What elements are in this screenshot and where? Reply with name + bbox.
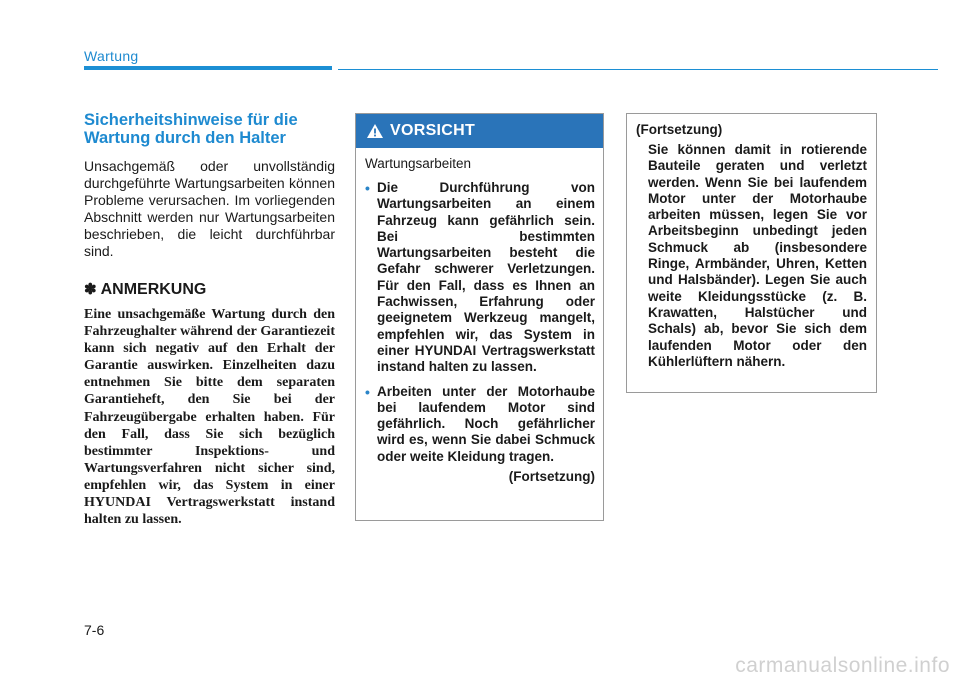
warning-triangle-icon <box>366 123 384 139</box>
page-number: 7-6 <box>84 622 105 638</box>
caution-box <box>355 113 604 521</box>
caution-continued-note: (Fortsetzung) <box>508 469 595 485</box>
note-heading <box>84 280 335 300</box>
caution-title: Wartungsarbeiten <box>365 156 472 171</box>
caution-bullet <box>365 180 595 376</box>
section-label: Wartung <box>84 48 139 64</box>
note-body: Eine unsachgemäße Wartung durch den Fahrzeughalter während der Garantiezeit kann sich negativ auf den Erhalt der Garantie auswirken. Einzelheiten dazu entnehmen Sie bitte dem separaten Garantieheft, den Sie bei der Fahrzeugübergabe erhalten haben. Für den Fall, dass Sie sich bezüglich bestimmter Inspektions- und Wartungsverfahren nicht sicher sind, empfehlen wir, das System in einer HYUNDAI Vertragswerkstatt instand halten zu lassen. <box>84 307 335 528</box>
caution-header <box>356 114 603 148</box>
caution-label: VORSICHT <box>390 122 476 139</box>
caution-bullet-text: Arbeiten unter der Motorhaube bei laufendem Motor sind gefährlich. Noch gefährlicher wird es, wenn Sie dabei Schmuck oder weite Kleidung tragen. <box>377 383 595 464</box>
left-column <box>84 111 335 528</box>
caution-bullet-text: Die Durchführung von Wartungsarbeiten an einem Fahrzeug kann gefährlich sein. Bei bestimmten Wartungsarbeiten besteht die Gefahr schwerer Verletzungen. Für den Fall, dass es Ihnen an Fachwissen, Erfahrung oder geeignetem Werkzeug mangelt, empfehlen wir, das System in einer HYUNDAI Vertragswerkstatt instand halten zu lassen. <box>377 180 595 375</box>
section-heading: Sicherheitshinweise für die Wartung durch den Halter <box>84 111 298 147</box>
continuation-label: (Fortsetzung) <box>636 122 723 137</box>
header-rule-thick <box>84 66 332 70</box>
caution-content <box>356 148 603 485</box>
intro-paragraph: Unsachgemäß oder unvollständig durchgeführte Wartungsarbeiten können Probleme verursachen. Im vorliegenden Abschnitt werden nur Wartungsarbeiten beschrieben, die leicht durchführbar sind. <box>84 158 335 259</box>
bullet-dot-icon: • <box>365 180 370 196</box>
note-heading-label: ANMERKUNG <box>100 281 207 298</box>
header-rule-thin <box>338 69 938 70</box>
bullet-dot-icon: • <box>365 383 370 400</box>
continuation-text: Sie können damit in rotierende Bauteile geraten und verletzt werden. Wenn Sie bei laufendem Motor unter der Motorhaube arbeiten müssen, legen Sie vor Arbeitsbeginn unbedingt jeden Schmuck ab (insbesondere Ringe, Armbänder, Uhren, Ketten und Halsbänder). Legen Sie auch weite Kleidungsstücke (z. B. Krawatten, Halstücher und Schals) ab, bevor Sie sich dem laufenden Motor oder den Kühlerlüftern nähern. <box>648 142 867 369</box>
watermark: carmanualsonline.info <box>735 654 950 677</box>
note-star-icon: ✽ <box>84 281 97 298</box>
continuation-box <box>626 113 877 393</box>
caution-bullet <box>365 384 595 465</box>
